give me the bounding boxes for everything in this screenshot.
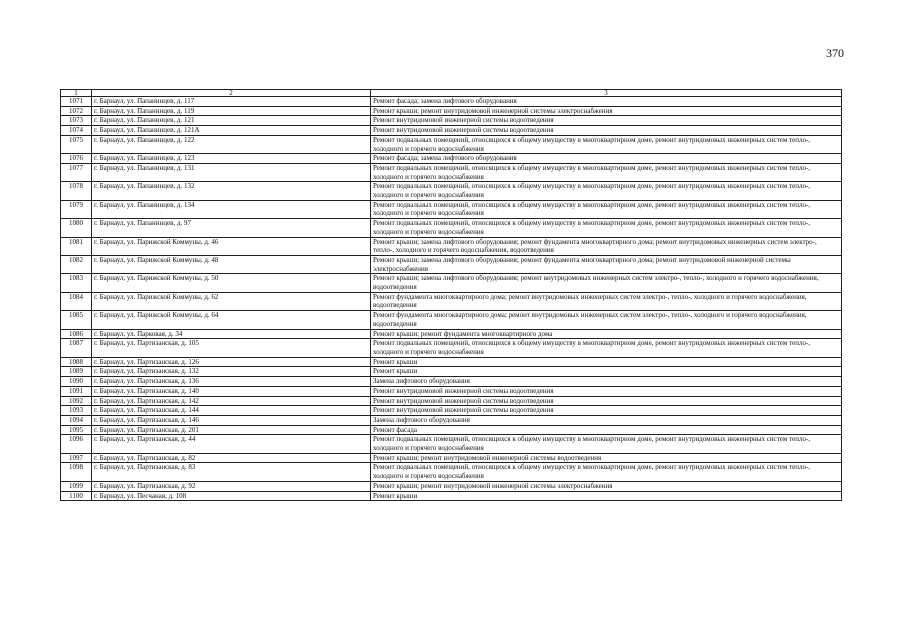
row-number-cell: 1080 bbox=[61, 219, 92, 237]
works-cell: Ремонт крыши bbox=[371, 367, 842, 377]
address-cell: г. Барнаул, ул. Партизанская, д. 140 bbox=[92, 386, 371, 396]
works-cell: Ремонт подвальных помещений, относящихся к общему имуществу в многоквартирном доме, ремонт внутридомовых инженерных систем тепло-, холодного и горячего водоснабжения bbox=[371, 182, 842, 200]
row-number-cell: 1077 bbox=[61, 163, 92, 181]
address-cell: г. Барнаул, ул. Папанинцев, д. 121А bbox=[92, 126, 371, 136]
row-number-cell: 1099 bbox=[61, 481, 92, 491]
row-number-cell: 1088 bbox=[61, 357, 92, 367]
address-cell: г. Барнаул, ул. Партизанская, д. 82 bbox=[92, 453, 371, 463]
table-row bbox=[61, 311, 842, 329]
table-header-row bbox=[61, 90, 842, 97]
address-cell: г. Барнаул, ул. Партизанская, д. 83 bbox=[92, 463, 371, 481]
address-cell: г. Барнаул, ул. Партизанская, д. 136 bbox=[92, 377, 371, 387]
works-cell: Ремонт крыши; замена лифтового оборудования; ремонт внутридомовых инженерных систем электро-, тепло-, холодного и горячего водоснабжения, водоотведения bbox=[371, 274, 842, 292]
works-cell: Ремонт подвальных помещений, относящихся к общему имуществу в многоквартирном доме, ремонт внутридомовых инженерных систем тепло-, холодного и горячего водоснабжения bbox=[371, 339, 842, 357]
row-number-cell: 1081 bbox=[61, 237, 92, 255]
row-number-cell: 1100 bbox=[61, 491, 92, 501]
table-row bbox=[61, 415, 842, 425]
row-number-cell: 1076 bbox=[61, 154, 92, 164]
table-row bbox=[61, 377, 842, 387]
works-cell: Замена лифтового оборудования bbox=[371, 377, 842, 387]
row-number-cell: 1089 bbox=[61, 367, 92, 377]
works-cell: Замена лифтового оборудования bbox=[371, 415, 842, 425]
address-cell: г. Барнаул, ул. Парижской Коммуны, д. 64 bbox=[92, 311, 371, 329]
works-cell: Ремонт крыши; замена лифтового оборудования; ремонт фундамента многоквартирного дома; ремонт внутридомовой инженерной системы электроснабжения bbox=[371, 255, 842, 273]
table-row bbox=[61, 219, 842, 237]
table-row bbox=[61, 116, 842, 126]
works-cell: Ремонт подвальных помещений, относящихся к общему имуществу в многоквартирном доме, ремонт внутридомовых инженерных систем тепло-, холодного и горячего водоснабжения bbox=[371, 463, 842, 481]
works-cell: Ремонт внутридомовой инженерной системы водоотведения bbox=[371, 126, 842, 136]
row-number-cell: 1087 bbox=[61, 339, 92, 357]
works-cell: Ремонт подвальных помещений, относящихся к общему имуществу в многоквартирном доме, ремонт внутридомовых инженерных систем тепло-, холодного и горячего водоснабжения bbox=[371, 200, 842, 218]
row-number-cell: 1095 bbox=[61, 425, 92, 435]
header-cell-address: 2 bbox=[92, 90, 371, 97]
works-cell: Ремонт крыши; ремонт фундамента многоквартирного дома bbox=[371, 329, 842, 339]
row-number-cell: 1091 bbox=[61, 386, 92, 396]
works-cell: Ремонт крыши bbox=[371, 357, 842, 367]
works-cell: Ремонт подвальных помещений, относящихся к общему имуществу в многоквартирном доме, ремонт внутридомовых инженерных систем тепло-, холодного и горячего водоснабжения bbox=[371, 219, 842, 237]
address-cell: г. Барнаул, ул. Партизанская, д. 44 bbox=[92, 435, 371, 453]
table-row bbox=[61, 491, 842, 501]
address-cell: г. Барнаул, ул. Парижской Коммуны, д. 50 bbox=[92, 274, 371, 292]
works-cell: Ремонт фундамента многоквартирного дома; ремонт внутридомовых инженерных систем электро-, тепло-, холодного и горячего водоснабжения, водоотведения bbox=[371, 311, 842, 329]
address-cell: г. Барнаул, ул. Парижской Коммуны, д. 62 bbox=[92, 292, 371, 310]
address-cell: г. Барнаул, ул. Парижской Коммуны, д. 46 bbox=[92, 237, 371, 255]
row-number-cell: 1071 bbox=[61, 97, 92, 107]
address-cell: г. Барнаул, ул. Папанинцев, д. 122 bbox=[92, 135, 371, 153]
row-number-cell: 1086 bbox=[61, 329, 92, 339]
works-cell: Ремонт крыши bbox=[371, 491, 842, 501]
table-row bbox=[61, 154, 842, 164]
works-cell: Ремонт подвальных помещений, относящихся к общему имуществу в многоквартирном доме, ремонт внутридомовых инженерных систем тепло-, холодного и горячего водоснабжения bbox=[371, 435, 842, 453]
address-cell: г. Барнаул, ул. Партизанская, д. 146 bbox=[92, 415, 371, 425]
page-number: 370 bbox=[826, 46, 844, 60]
address-cell: г. Барнаул, ул. Папанинцев, д. 97 bbox=[92, 219, 371, 237]
works-cell: Ремонт фундамента многоквартирного дома; ремонт внутридомовых инженерных систем электро-, тепло-, холодного и горячего водоснабжения, водоотведения bbox=[371, 292, 842, 310]
repair-register-table bbox=[60, 89, 842, 501]
table-row bbox=[61, 425, 842, 435]
address-cell: г. Барнаул, ул. Партизанская, д. 92 bbox=[92, 481, 371, 491]
address-cell: г. Барнаул, ул. Партизанская, д. 132 bbox=[92, 367, 371, 377]
address-cell: г. Барнаул, ул. Партизанская, д. 144 bbox=[92, 406, 371, 416]
row-number-cell: 1079 bbox=[61, 200, 92, 218]
table-row bbox=[61, 255, 842, 273]
row-number-cell: 1074 bbox=[61, 126, 92, 136]
row-number-cell: 1075 bbox=[61, 135, 92, 153]
address-cell: г. Барнаул, ул. Парковая, д. 34 bbox=[92, 329, 371, 339]
table-row bbox=[61, 357, 842, 367]
row-number-cell: 1097 bbox=[61, 453, 92, 463]
table-row bbox=[61, 406, 842, 416]
works-cell: Ремонт подвальных помещений, относящихся к общему имуществу в многоквартирном доме, ремонт внутридомовых инженерных систем тепло-, холодного и горячего водоснабжения bbox=[371, 135, 842, 153]
table-row bbox=[61, 200, 842, 218]
row-number-cell: 1082 bbox=[61, 255, 92, 273]
address-cell: г. Барнаул, ул. Песчаная, д. 108 bbox=[92, 491, 371, 501]
address-cell: г. Барнаул, ул. Папанинцев, д. 132 bbox=[92, 182, 371, 200]
works-cell: Ремонт фасада bbox=[371, 425, 842, 435]
row-number-cell: 1093 bbox=[61, 406, 92, 416]
works-cell: Ремонт крыши; ремонт внутридомовой инженерной системы электроснабжения bbox=[371, 481, 842, 491]
works-cell: Ремонт крыши; ремонт внутридомовой инженерной системы электроснабжения bbox=[371, 106, 842, 116]
works-cell: Ремонт крыши; замена лифтового оборудования; ремонт фундамента многоквартирного дома; ремонт внутридомовых инженерных систем электро-, тепло-, холодного и горячего водоснабжения, водоотведения bbox=[371, 237, 842, 255]
works-cell: Ремонт подвальных помещений, относящихся к общему имуществу в многоквартирном доме, ремонт внутридомовых инженерных систем тепло-, холодного и горячего водоснабжения bbox=[371, 163, 842, 181]
table-row bbox=[61, 396, 842, 406]
table-row bbox=[61, 163, 842, 181]
table-row bbox=[61, 481, 842, 491]
table-row bbox=[61, 463, 842, 481]
row-number-cell: 1096 bbox=[61, 435, 92, 453]
address-cell: г. Барнаул, ул. Папанинцев, д. 131 bbox=[92, 163, 371, 181]
row-number-cell: 1072 bbox=[61, 106, 92, 116]
table-row bbox=[61, 182, 842, 200]
address-cell: г. Барнаул, ул. Партизанская, д. 201 bbox=[92, 425, 371, 435]
row-number-cell: 1084 bbox=[61, 292, 92, 310]
address-cell: г. Барнаул, ул. Папанинцев, д. 134 bbox=[92, 200, 371, 218]
header-cell-number: 1 bbox=[61, 90, 92, 97]
table-row bbox=[61, 386, 842, 396]
address-cell: г. Барнаул, ул. Парижской Коммуны, д. 48 bbox=[92, 255, 371, 273]
row-number-cell: 1073 bbox=[61, 116, 92, 126]
works-cell: Ремонт фасада; замена лифтового оборудования bbox=[371, 97, 842, 107]
table-row bbox=[61, 339, 842, 357]
table-row bbox=[61, 135, 842, 153]
row-number-cell: 1085 bbox=[61, 311, 92, 329]
address-cell: г. Барнаул, ул. Папанинцев, д. 119 bbox=[92, 106, 371, 116]
table-row bbox=[61, 453, 842, 463]
address-cell: г. Барнаул, ул. Папанинцев, д. 117 bbox=[92, 97, 371, 107]
table-row bbox=[61, 237, 842, 255]
address-cell: г. Барнаул, ул. Партизанская, д. 105 bbox=[92, 339, 371, 357]
works-cell: Ремонт внутридомовой инженерной системы водоотведения bbox=[371, 386, 842, 396]
works-cell: Ремонт фасада; замена лифтового оборудования bbox=[371, 154, 842, 164]
header-cell-works: 3 bbox=[371, 90, 842, 97]
table-row bbox=[61, 126, 842, 136]
row-number-cell: 1094 bbox=[61, 415, 92, 425]
row-number-cell: 1090 bbox=[61, 377, 92, 387]
table-body bbox=[61, 90, 842, 501]
address-cell: г. Барнаул, ул. Папанинцев, д. 121 bbox=[92, 116, 371, 126]
row-number-cell: 1083 bbox=[61, 274, 92, 292]
row-number-cell: 1092 bbox=[61, 396, 92, 406]
table-row bbox=[61, 367, 842, 377]
table-row bbox=[61, 435, 842, 453]
table-row bbox=[61, 329, 842, 339]
address-cell: г. Барнаул, ул. Партизанская, д. 126 bbox=[92, 357, 371, 367]
address-cell: г. Барнаул, ул. Партизанская, д. 142 bbox=[92, 396, 371, 406]
table-row bbox=[61, 274, 842, 292]
works-cell: Ремонт крыши; ремонт внутридомовой инженерной системы водоотведения bbox=[371, 453, 842, 463]
row-number-cell: 1078 bbox=[61, 182, 92, 200]
table-row bbox=[61, 97, 842, 107]
works-cell: Ремонт внутридомовой инженерной системы водоотведения bbox=[371, 406, 842, 416]
works-cell: Ремонт внутридомовой инженерной системы водоотведения bbox=[371, 116, 842, 126]
table-row bbox=[61, 106, 842, 116]
address-cell: г. Барнаул, ул. Папанинцев, д. 123 bbox=[92, 154, 371, 164]
table-row bbox=[61, 292, 842, 310]
row-number-cell: 1098 bbox=[61, 463, 92, 481]
works-cell: Ремонт внутридомовой инженерной системы водоотведения bbox=[371, 396, 842, 406]
